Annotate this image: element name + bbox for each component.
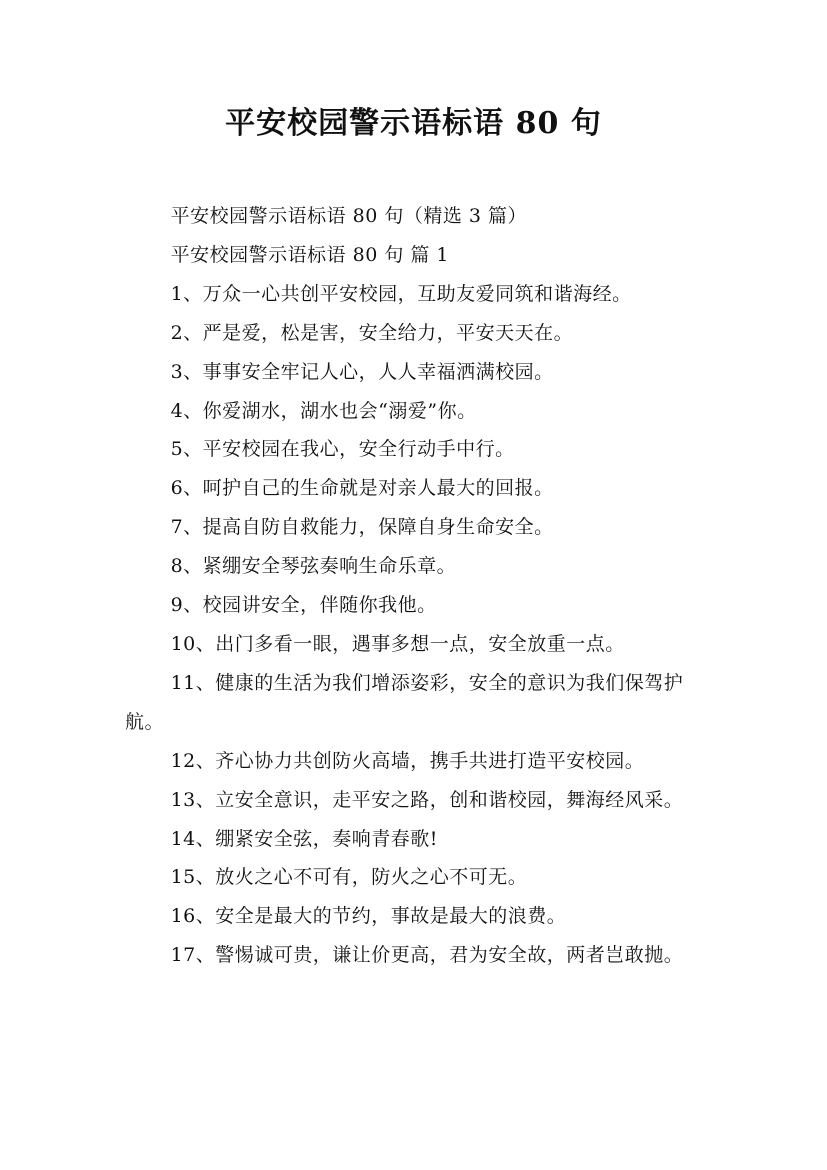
list-item: 9、校园讲安全，伴随你我他。 (170, 594, 437, 617)
list-item: 14、绷紧安全弦，奏响青春歌! (170, 827, 438, 850)
document-subtitle: 平安校园警示语标语 80 句（精选 3 篇） (170, 205, 528, 227)
document-body (125, 197, 715, 975)
document-title: 平安校园警示语标语 80 句 (225, 106, 602, 141)
list-item: 5、平安校园在我心，安全行动手中行。 (170, 438, 515, 461)
list-item: 16、安全是最大的节约，事故是最大的浪费。 (170, 905, 567, 928)
list-item: 12、齐心协力共创防火高墙，携手共进打造平安校园。 (170, 749, 645, 772)
list-item: 15、放火之心不可有，防火之心不可无。 (170, 866, 528, 889)
list-item: 13、立安全意识，走平安之路，创和谐校园，舞海经风采。 (170, 788, 684, 811)
list-item: 8、紧绷安全琴弦奏响生命乐章。 (170, 555, 457, 578)
list-item: 3、事事安全牢记人心，人人幸福洒满校园。 (170, 360, 554, 383)
section-heading: 平安校园警示语标语 80 句 篇 1 (170, 243, 450, 266)
list-item: 11、健康的生活为我们增添姿彩，安全的意识为我们保驾护航。 (125, 671, 684, 733)
list-item: 1、万众一心共创平安校园，互助友爱同筑和谐海经。 (170, 282, 632, 305)
list-item: 17、警惕诚可贵，谦让价更高，君为安全故，两者岂敢抛。 (170, 944, 684, 967)
list-item: 2、严是爱，松是害，安全给力，平安天天在。 (170, 321, 574, 344)
list-item: 7、提高自防自救能力，保障自身生命安全。 (170, 516, 554, 539)
list-item: 4、你爱湖水，湖水也会“溺爱”你。 (170, 399, 477, 422)
list-item: 6、呵护自己的生命就是对亲人最大的回报。 (170, 477, 554, 500)
list-item: 10、出门多看一眼，遇事多想一点，安全放重一点。 (170, 632, 625, 655)
